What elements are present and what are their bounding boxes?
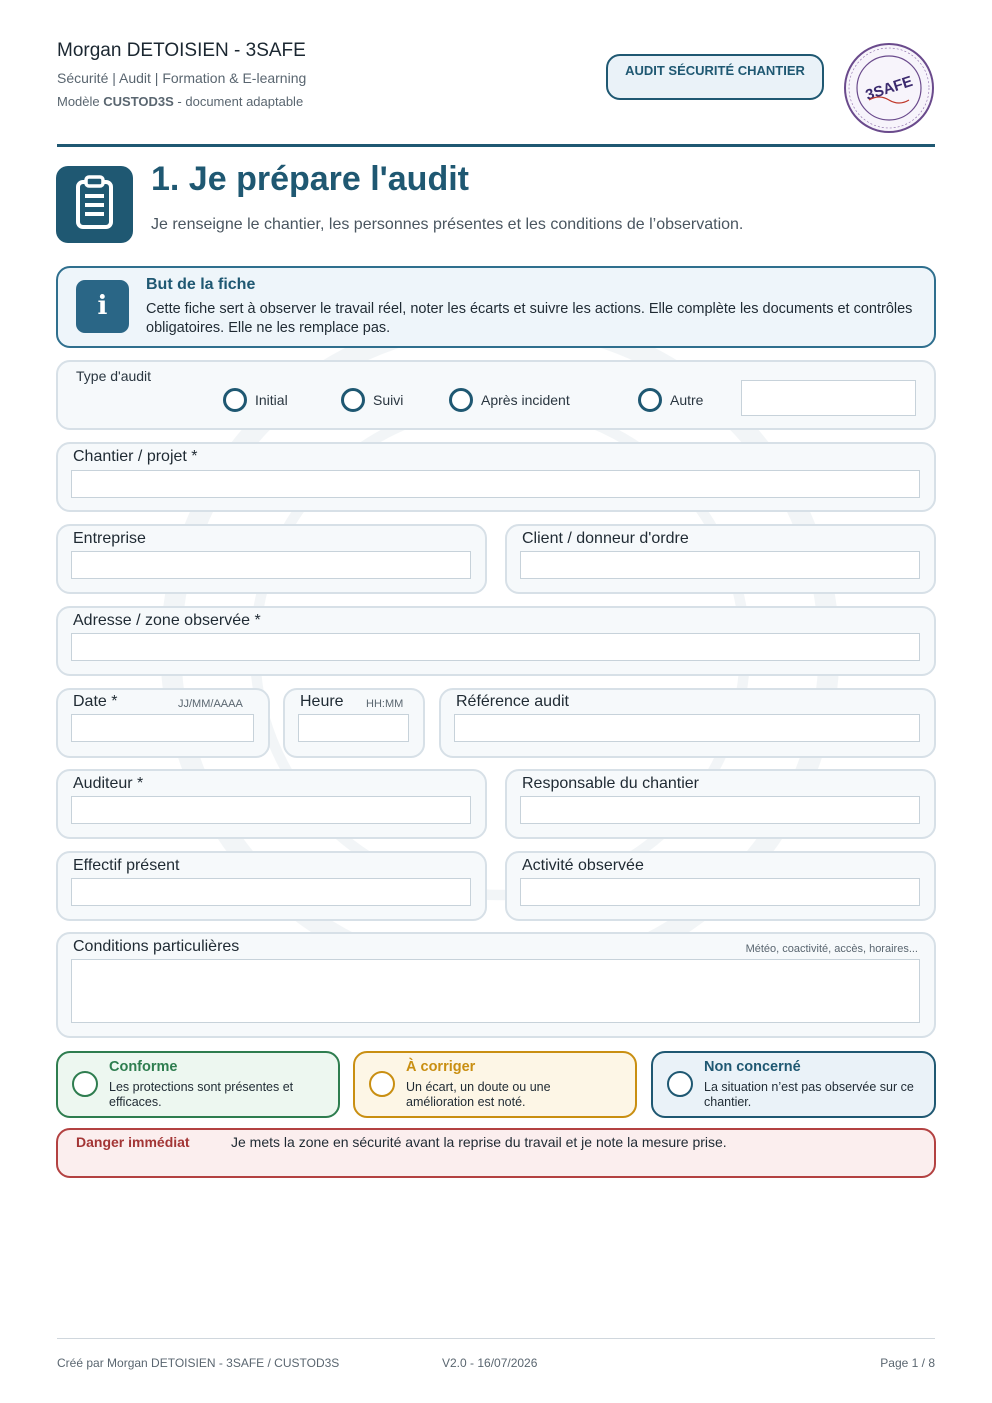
auditeur-label: Auditeur *: [73, 775, 144, 792]
audit-badge: AUDIT SÉCURITÉ CHANTIER: [606, 54, 824, 100]
legend-a-corriger-circle: [369, 1071, 395, 1097]
legend-non-concerne-circle: [667, 1071, 693, 1097]
radio-circle[interactable]: [449, 388, 473, 412]
heure-input[interactable]: [298, 714, 409, 742]
adresse-label: Adresse / zone observée *: [73, 612, 261, 629]
legend-non-concerne-text: La situation n’est pas observée sur ce chantier.: [704, 1080, 914, 1109]
audit-type-other-input[interactable]: [741, 380, 916, 416]
danger-text: Je mets la zone en sécurité avant la reprise du travail et je note la mesure prise.: [231, 1134, 727, 1150]
section-title: 1. Je prépare l'audit: [151, 160, 469, 198]
conditions-textarea[interactable]: [71, 959, 920, 1023]
footer-version: V2.0 - 16/07/2026: [442, 1356, 538, 1370]
heure-hint: HH:MM: [366, 698, 404, 710]
3safe-stamp-logo: [843, 42, 935, 134]
radio-apres-incident[interactable]: Après incident: [449, 388, 570, 412]
legend-a-corriger-title: À corriger: [406, 1059, 476, 1075]
chantier-input[interactable]: [71, 470, 920, 498]
legend-conforme-circle: [72, 1071, 98, 1097]
radio-circle[interactable]: [638, 388, 662, 412]
footer-page: Page 1 / 8: [880, 1356, 935, 1370]
adresse-input[interactable]: [71, 633, 920, 661]
tagline: Sécurité | Audit | Formation & E-learning: [57, 70, 307, 86]
date-label: Date *: [73, 693, 118, 710]
date-input[interactable]: [71, 714, 254, 742]
conditions-hint: Météo, coactivité, accès, horaires...: [745, 943, 918, 955]
entreprise-input[interactable]: [71, 551, 471, 579]
responsable-input[interactable]: [520, 796, 920, 824]
legend-conforme-text: Les protections sont présentes et efficaces.: [109, 1080, 294, 1109]
footer-divider: [57, 1338, 935, 1339]
model-line: Modèle CUSTOD3S - document adaptable: [57, 94, 304, 109]
activite-input[interactable]: [520, 878, 920, 906]
legend-non-concerne-title: Non concerné: [704, 1059, 801, 1075]
chantier-label: Chantier / projet *: [73, 448, 198, 465]
header-divider: [57, 144, 935, 147]
effectif-label: Effectif présent: [73, 857, 180, 874]
audit-type-label: Type d'audit: [76, 368, 152, 384]
heure-label: Heure: [300, 693, 344, 710]
activite-label: Activité observée: [522, 857, 644, 874]
footer-credit: Créé par Morgan DETOISIEN - 3SAFE / CUSTOD3S: [57, 1356, 340, 1370]
radio-initial[interactable]: Initial: [223, 388, 288, 412]
reference-input[interactable]: [454, 714, 920, 742]
radio-autre[interactable]: Autre: [638, 388, 703, 412]
radio-suivi[interactable]: Suivi: [341, 388, 403, 412]
radio-circle[interactable]: [341, 388, 365, 412]
legend-a-corriger-text: Un écart, un doute ou une amélioration est noté.: [406, 1080, 551, 1109]
clipboard-icon: [56, 166, 133, 243]
info-title: But de la fiche: [146, 276, 256, 293]
entreprise-label: Entreprise: [73, 530, 146, 547]
conditions-label: Conditions particulières: [73, 938, 240, 955]
section-subtitle: Je renseigne le chantier, les personnes présentes et les conditions de l’observation.: [151, 216, 744, 233]
effectif-input[interactable]: [71, 878, 471, 906]
date-hint: JJ/MM/AAAA: [178, 698, 243, 710]
author-name: Morgan DETOISIEN - 3SAFE: [57, 40, 306, 61]
client-label: Client / donneur d'ordre: [522, 530, 689, 547]
reference-label: Référence audit: [456, 693, 569, 710]
auditeur-input[interactable]: [71, 796, 471, 824]
responsable-label: Responsable du chantier: [522, 775, 700, 792]
danger-title: Danger immédiat: [76, 1134, 190, 1150]
client-input[interactable]: [520, 551, 920, 579]
svg-text:3SAFE: 3SAFE: [863, 72, 915, 105]
info-icon: i: [76, 280, 129, 333]
legend-conforme-title: Conforme: [109, 1059, 178, 1075]
info-text: Cette fiche sert à observer le travail réel, noter les écarts et suivre les actions. Elle complète les documents et contrôles obligatoires. Elle ne les remplace pas.: [146, 301, 913, 336]
radio-circle[interactable]: [223, 388, 247, 412]
